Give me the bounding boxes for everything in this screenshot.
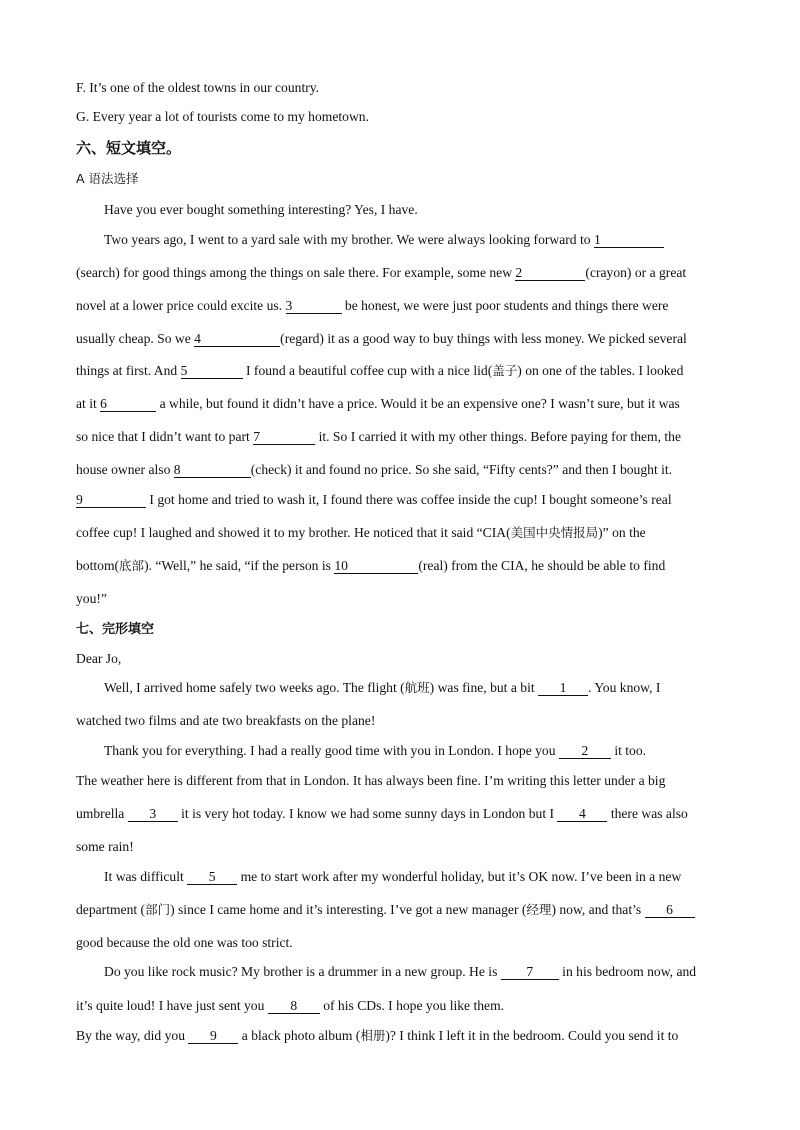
text-run: ) now, and that’s: [551, 902, 645, 917]
passage-a-line: [76, 330, 687, 348]
text-run: . You know, I: [588, 680, 661, 695]
blank-8[interactable]: 8: [174, 462, 251, 478]
text-run: it’s quite loud! I have just sent you: [76, 998, 268, 1013]
letter-line: [104, 742, 646, 760]
cjk-gloss: 经理: [526, 902, 552, 917]
text-run: things at first. And: [76, 363, 181, 378]
cjk-gloss: 盖子: [492, 363, 518, 378]
text-run: (search) for good things among the things on sale there. For example, some new: [76, 265, 516, 280]
section-6-heading: 六、短文填空。: [76, 139, 182, 157]
cjk-gloss: 底部: [119, 558, 145, 573]
cloze-blank-1[interactable]: 1: [538, 680, 588, 696]
option-f: F. It’s one of the oldest towns in our country.: [76, 80, 320, 95]
text-run: coffee cup! I laughed and showed it to my brother. He noticed that it said “CIA(: [76, 525, 511, 540]
letter-line: some rain!: [76, 839, 134, 854]
cjk-gloss: 航班: [404, 680, 430, 695]
passage-a-line: [76, 395, 680, 413]
text-run: at it: [76, 396, 101, 411]
text-run: it. So I carried it with my other things. Before paying for them, the: [315, 429, 682, 444]
blank-7[interactable]: 7: [253, 429, 315, 445]
blank-1[interactable]: 1: [594, 232, 664, 248]
text-run: me to start work after my wonderful holiday, but it’s OK now. I’ve been in a new: [237, 869, 682, 884]
text-run: so nice that I didn’t want to part: [76, 429, 254, 444]
blank-9[interactable]: 9: [76, 492, 146, 508]
text-run: )” on the: [598, 525, 646, 540]
blank-2[interactable]: 2: [515, 265, 585, 281]
passage-a-line: [76, 264, 686, 282]
text-run: there was also: [607, 806, 688, 821]
passage-a-line: [76, 428, 681, 446]
text-run: department (: [76, 902, 146, 917]
blank-5[interactable]: 5: [181, 363, 243, 379]
text-run: (regard) it as a good way to buy things with less money. We picked several: [280, 331, 687, 346]
passage-a-line: [104, 231, 664, 249]
letter-greeting: Dear Jo,: [76, 651, 122, 666]
passage-a-line: [76, 524, 646, 542]
text-run: (crayon) or a great: [585, 265, 687, 280]
letter-line: [76, 1027, 678, 1045]
text-run: ) since I came home and it’s interesting. I’ve got a new manager (: [170, 902, 527, 917]
text-run: a while, but found it didn’t have a price. Would it be an expensive one? I wasn’t sure, but it was: [156, 396, 680, 411]
text-run: (real) from the CIA, he should be able to find: [418, 558, 666, 573]
text-run: I got home and tried to wash it, I found there was coffee inside the cup! I bought someone’s real: [146, 492, 672, 507]
text-run: be honest, we were just poor students and things there were: [341, 298, 669, 313]
cloze-blank-6[interactable]: 6: [645, 902, 695, 918]
passage-a-line: [76, 491, 672, 509]
text-run: usually cheap. So we: [76, 331, 195, 346]
letter-line: [76, 901, 695, 919]
text-run: it is very hot today. I know we had some sunny days in London but I: [177, 806, 558, 821]
passage-a-line: you!”: [76, 591, 107, 606]
cloze-blank-3[interactable]: 3: [128, 806, 178, 822]
letter-line: The weather here is different from that in London. It has always been fine. I’m writing this letter under a big: [76, 773, 666, 788]
passage-a-line: [76, 297, 668, 315]
text-run: It was difficult: [104, 869, 188, 884]
passage-a-line: [76, 461, 672, 479]
text-run: I found a beautiful coffee cup with a nice lid(: [242, 363, 493, 378]
text-run: bottom(: [76, 558, 120, 573]
cloze-blank-8[interactable]: 8: [268, 998, 320, 1014]
cloze-blank-5[interactable]: 5: [187, 869, 237, 885]
text-run: umbrella: [76, 806, 128, 821]
letter-line: [76, 997, 504, 1015]
text-run: ). “Well,” he said, “if the person is: [144, 558, 335, 573]
blank-4[interactable]: 4: [194, 331, 280, 347]
text-run: of his CDs. I hope you like them.: [319, 998, 505, 1013]
text-run: in his bedroom now, and: [558, 964, 697, 979]
cloze-blank-9[interactable]: 9: [188, 1028, 238, 1044]
text-run: Thank you for everything. I had a really good time with you in London. I hope you: [104, 743, 559, 758]
letter-line: [104, 679, 660, 697]
cjk-gloss: 相册: [360, 1028, 386, 1043]
text-run: Two years ago, I went to a yard sale with my brother. We were always looking forward to: [104, 232, 594, 247]
cloze-blank-7[interactable]: 7: [501, 964, 559, 980]
letter-line: [76, 805, 688, 823]
text-run: By the way, did you: [76, 1028, 189, 1043]
text-run: ) on one of the tables. I looked: [517, 363, 684, 378]
passage-a-line: Have you ever bought something interesting? Yes, I have.: [104, 202, 418, 217]
text-run: ) was fine, but a bit: [429, 680, 539, 695]
letter-line: good because the old one was too strict.: [76, 935, 293, 950]
cjk-gloss: 部门: [145, 902, 171, 917]
letter-line: watched two films and ate two breakfasts on the plane!: [76, 713, 376, 728]
section-6-subheading: A 语法选择: [76, 171, 139, 186]
cloze-blank-2[interactable]: 2: [559, 743, 611, 759]
cloze-blank-4[interactable]: 4: [557, 806, 607, 822]
passage-a-line: [76, 557, 665, 575]
cjk-gloss: 美国中央情报局: [510, 525, 599, 540]
text-run: Well, I arrived home safely two weeks ago. The flight (: [104, 680, 405, 695]
text-run: )? I think I left it in the bedroom. Could you send it to: [385, 1028, 679, 1043]
text-run: novel at a lower price could excite us.: [76, 298, 286, 313]
text-run: a black photo album (: [238, 1028, 361, 1043]
text-run: Do you like rock music? My brother is a drummer in a new group. He is: [104, 964, 501, 979]
section-7-heading: 七、完形填空: [76, 622, 155, 637]
blank-6[interactable]: 6: [100, 396, 156, 412]
blank-3[interactable]: 3: [286, 298, 342, 314]
text-run: house owner also: [76, 462, 174, 477]
text-run: it too.: [610, 743, 647, 758]
letter-line: [104, 963, 696, 981]
passage-a-line: [76, 362, 683, 380]
option-g: G. Every year a lot of tourists come to my hometown.: [76, 109, 369, 124]
letter-line: [104, 868, 681, 886]
blank-10[interactable]: 10: [334, 558, 418, 574]
text-run: (check) it and found no price. So she said, “Fifty cents?” and then I bought it.: [250, 462, 673, 477]
